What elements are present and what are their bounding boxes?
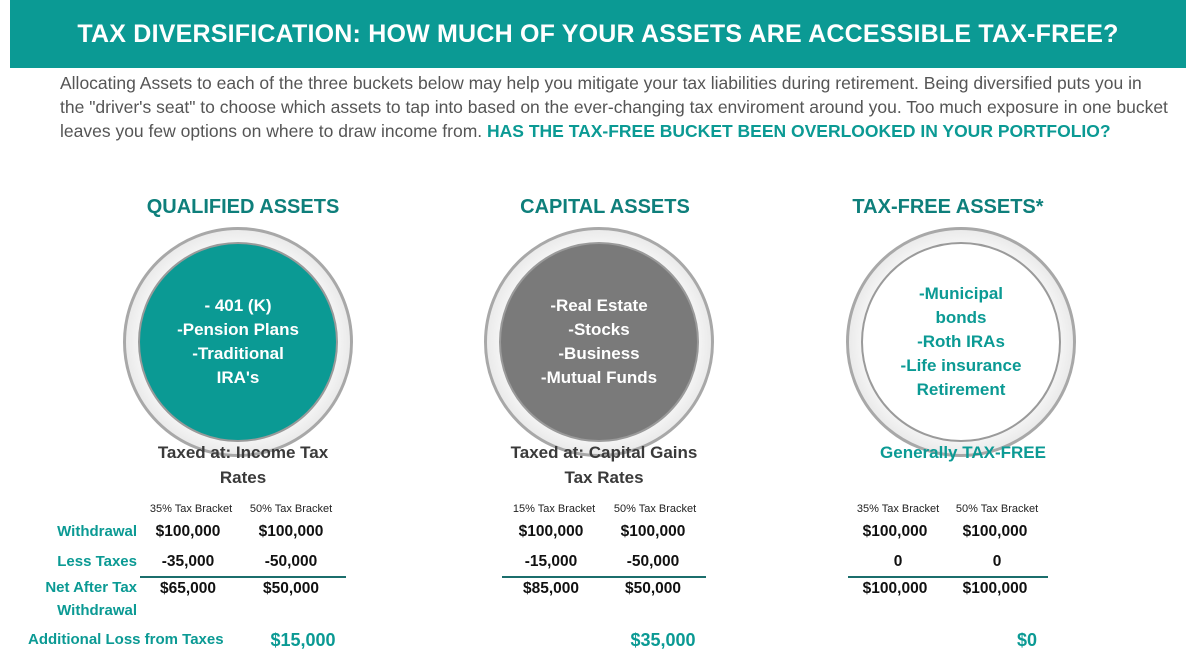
bucket-item: -Real Estate	[550, 296, 648, 315]
intro-highlight: HAS THE TAX-FREE BUCKET BEEN OVERLOOKED IN YOUR PORTFOLIO?	[487, 121, 1111, 141]
taxed-line: Taxed at: Income Tax	[157, 443, 329, 462]
capital-bucket	[484, 227, 714, 457]
qualified-less-taxes-2: -50,000	[264, 553, 318, 570]
capital-less-taxes-1: -15,000	[524, 553, 578, 570]
qualified-bucket	[123, 227, 353, 457]
qualified-net-1: $65,000	[159, 580, 217, 597]
taxfree-taxed-at	[848, 440, 1078, 465]
qualified-withdrawal-2: $100,000	[258, 523, 324, 540]
capital-title: CAPITAL ASSETS	[520, 196, 690, 218]
capital-taxed-at	[489, 440, 719, 490]
taxed-line: Tax Rates	[564, 468, 644, 487]
bucket-item: Retirement	[916, 380, 1006, 399]
bucket-item: - 401 (K)	[204, 296, 272, 315]
qualified-divider	[140, 576, 346, 578]
qualified-loss: $15,000	[270, 630, 336, 650]
taxfree-withdrawal-1: $100,000	[862, 523, 928, 540]
bracket-header: 35% Tax Bracket	[856, 503, 940, 515]
bucket-item: -Mutual Funds	[540, 368, 658, 387]
bucket-item: -Pension Plans	[177, 320, 299, 339]
taxfree-divider	[848, 576, 1048, 578]
taxfree-net-2: $100,000	[962, 580, 1028, 597]
capital-withdrawal-2: $100,000	[620, 523, 686, 540]
capital-bucket-inner	[499, 242, 699, 442]
bracket-header: 50% Tax Bracket	[249, 503, 333, 515]
bracket-header: 50% Tax Bracket	[955, 503, 1039, 515]
taxfree-loss: $0	[1016, 630, 1038, 650]
capital-withdrawal-1: $100,000	[518, 523, 584, 540]
taxfree-net-1: $100,000	[862, 580, 928, 597]
capital-net-1: $85,000	[522, 580, 580, 597]
taxfree-less-taxes-2: 0	[992, 553, 1002, 570]
taxfree-title: TAX-FREE ASSETS*	[852, 196, 1044, 218]
bucket-item: -Traditional	[192, 344, 284, 363]
taxfree-withdrawal-2: $100,000	[962, 523, 1028, 540]
taxfree-bucket	[846, 227, 1076, 457]
bracket-header: 35% Tax Bracket	[149, 503, 233, 515]
bucket-item: IRA's	[216, 368, 260, 387]
row-label-withdrawal: Withdrawal	[57, 523, 137, 540]
bucket-item: -Roth IRAs	[917, 332, 1005, 351]
taxfree-less-taxes-1: 0	[893, 553, 903, 570]
banner-title: TAX DIVERSIFICATION: HOW MUCH OF YOUR ASSETS ARE ACCESSIBLE TAX-FREE?	[77, 19, 1119, 48]
capital-loss: $35,000	[630, 630, 696, 650]
capital-less-taxes-2: -50,000	[626, 553, 680, 570]
bucket-item: bonds	[935, 308, 987, 327]
qualified-taxed-at	[128, 440, 358, 490]
capital-net-2: $50,000	[624, 580, 682, 597]
taxed-line: Rates	[219, 468, 267, 487]
row-label-less-taxes: Less Taxes	[57, 553, 137, 570]
qualified-bucket-inner	[138, 242, 338, 442]
bucket-item: -Life insurance	[900, 356, 1022, 375]
taxfree-bucket-inner	[861, 242, 1061, 442]
bucket-item: -Stocks	[568, 320, 630, 339]
bucket-item: -Municipal	[918, 284, 1004, 303]
row-label-net-line2: Withdrawal	[57, 602, 137, 619]
additional-loss-label: Additional Loss from Taxes	[28, 631, 224, 648]
qualified-less-taxes-1: -35,000	[161, 553, 215, 570]
bracket-header: 15% Tax Bracket	[512, 503, 596, 515]
taxed-line: Taxed at: Capital Gains	[510, 443, 698, 462]
intro-text: Allocating Assets to each of the three buckets below may help you mitigate your tax liabilities during retirement. Being diversified puts you in the "driver's seat" to choose which assets to tap into based on the ever-changing tax enviroment around you. Too much exposure in one bucket leaves you few options on where to draw income from.	[60, 73, 1168, 141]
bucket-item: -Business	[558, 344, 640, 363]
taxed-line: Generally TAX-FREE	[880, 443, 1046, 462]
row-label-net-line1: Net After Tax	[45, 579, 137, 596]
capital-divider	[502, 576, 706, 578]
page-banner	[10, 0, 1186, 68]
intro-paragraph	[60, 71, 1170, 143]
qualified-withdrawal-1: $100,000	[155, 523, 221, 540]
qualified-title: QUALIFIED ASSETS	[146, 196, 340, 218]
qualified-net-2: $50,000	[262, 580, 320, 597]
bracket-header: 50% Tax Bracket	[613, 503, 697, 515]
